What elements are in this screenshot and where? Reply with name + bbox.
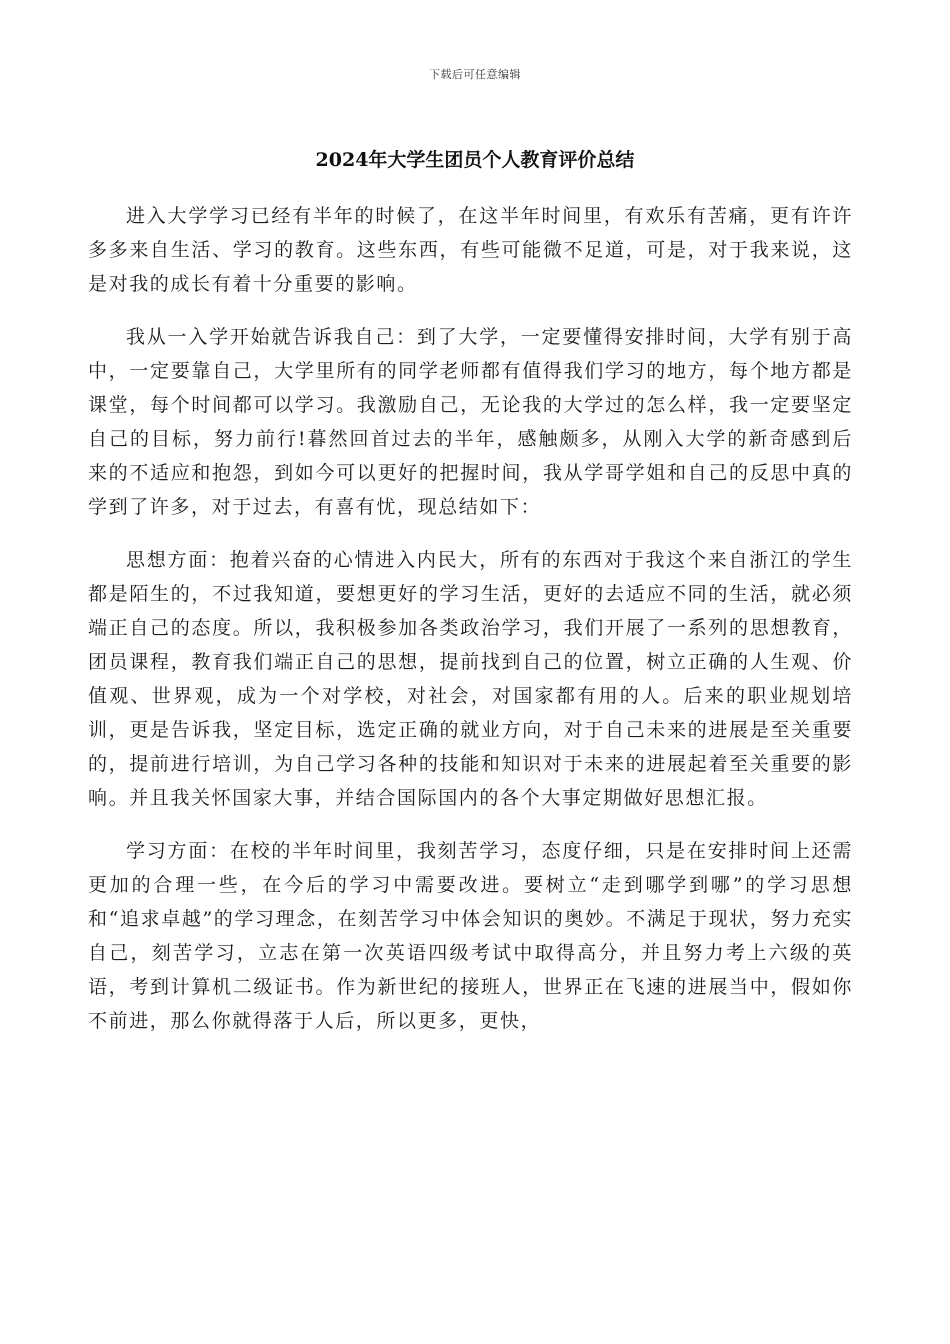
paragraph-ideology: 思想方面：抱着兴奋的心情进入内民大，所有的东西对于我这个来自浙江的学生都是陌生的，不过我知道，要想更好的学习生活，更好的去适应不同的生活，就必须端正自己的态度。所以，我积极参加各类政治学习，我们开展了一系列的思想教育，团员课程，教育我们端正自己的思想，提前找到自己的位置，树立正确的人生观、价值观、世界观，成为一个对学校，对社会，对国家都有用的人。后来的职业规划培训，更是告诉我，坚定目标，选定正确的就业方向，对于自己未来的进展是至关重要的，提前进行培训，为自己学习各种的技能和知识对于未来的进展起着至关重要的影响。并且我关怀国家大事，并结合国际国内的各个大事定期做好思想汇报。 — [88, 549, 853, 809]
header-note: 下载后可任意编辑 — [429, 68, 521, 81]
paragraph-overview: 我从一入学开始就告诉我自己：到了大学，一定要懂得安排时间，大学有别于高中，一定要靠自己，大学里所有的同学老师都有值得我们学习的地方，每个地方都是课堂，每个时间都可以学习。我激励自己，无论我的大学过的怎么样，我一定要坚定自己的目标，努力前行!暮然回首过去的半年，感触颇多，从刚入大学的新奇感到后来的不适应和抱怨，到如今可以更好的把握时间，我从学哥学姐和自己的反思中真的学到了许多，对于过去，有喜有忧，现总结如下： — [88, 326, 853, 518]
document-title: 2024年大学生团员个人教育评价总结 — [315, 149, 635, 171]
document-body — [88, 199, 853, 1057]
paragraph-intro: 进入大学学习已经有半年的时候了，在这半年时间里，有欢乐有苦痛，更有许许多多来自生活、学习的教育。这些东西，有些可能微不足道，可是，对于我来说，这是对我的成长有着十分重要的影响。 — [88, 205, 853, 295]
paragraph-study: 学习方面：在校的半年时间里，我刻苦学习，态度仔细，只是在安排时间上还需更加的合理一些，在今后的学习中需要改进。要树立“走到哪学到哪”的学习思想和“追求卓越”的学习理念，在刻苦学习中体会知识的奥妙。不满足于现状，努力充实自己，刻苦学习，立志在第一次英语四级考试中取得高分，并且努力考上六级的英语，考到计算机二级证书。作为新世纪的接班人，世界正在飞速的进展当中，假如你不前进，那么你就得落于人后，所以更多，更快， — [88, 840, 853, 1032]
